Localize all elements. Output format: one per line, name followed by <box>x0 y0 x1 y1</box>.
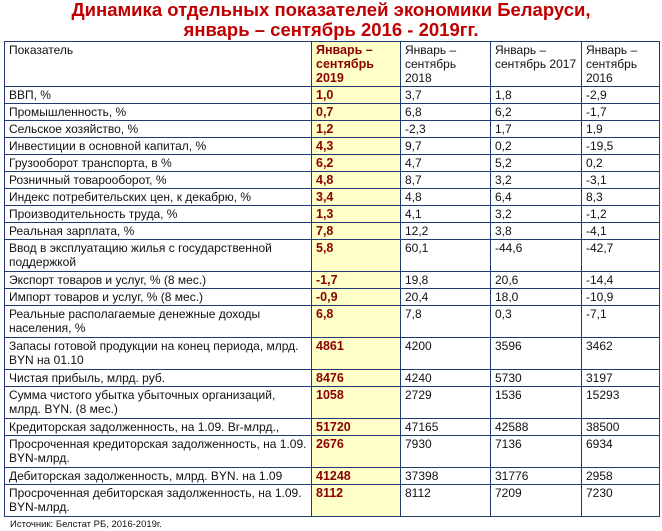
value-2018: -2,3 <box>401 121 491 138</box>
value-2018: 4,1 <box>401 206 491 223</box>
value-2017: 42588 <box>491 419 582 436</box>
row-label: Просроченная дебиторская задолженность, на 1.09. BYN-млрд. <box>5 485 312 517</box>
value-2018: 6,8 <box>401 104 491 121</box>
row-label: Промышленность, % <box>5 104 312 121</box>
value-2016: -19,5 <box>582 138 660 155</box>
value-2019: 6,8 <box>312 306 401 338</box>
value-2016: 3462 <box>582 338 660 370</box>
table-row <box>5 240 660 272</box>
value-2019: 5,8 <box>312 240 401 272</box>
value-2016: 2958 <box>582 468 660 485</box>
value-2018: 4240 <box>401 370 491 387</box>
header-2016: Январь – сентябрь 2016 <box>582 42 660 87</box>
table-row <box>5 138 660 155</box>
value-2019: 1,0 <box>312 87 401 104</box>
value-2016: 6934 <box>582 436 660 468</box>
value-2018: 37398 <box>401 468 491 485</box>
row-label: Реальные располагаемые денежные доходы населения, % <box>5 306 312 338</box>
value-2018: 20,4 <box>401 289 491 306</box>
value-2018: 3,7 <box>401 87 491 104</box>
value-2018: 4,7 <box>401 155 491 172</box>
value-2017: 7209 <box>491 485 582 517</box>
value-2017: 5730 <box>491 370 582 387</box>
value-2018: 12,2 <box>401 223 491 240</box>
header-2019: Январь – сентябрь 2019 <box>312 42 401 87</box>
table-header-row <box>5 42 660 87</box>
value-2016: 15293 <box>582 387 660 419</box>
title-line-1: Динамика отдельных показателей экономики Беларуси, <box>71 0 591 20</box>
value-2016: 7230 <box>582 485 660 517</box>
row-label: Сельское хозяйство, % <box>5 121 312 138</box>
value-2017: 3596 <box>491 338 582 370</box>
value-2018: 19,8 <box>401 272 491 289</box>
row-label: Розничный товарооборот, % <box>5 172 312 189</box>
table-row <box>5 206 660 223</box>
table-row <box>5 419 660 436</box>
table-row <box>5 306 660 338</box>
value-2018: 4200 <box>401 338 491 370</box>
row-label: Дебиторская задолженность, млрд. BYN. на 1.09 <box>5 468 312 485</box>
value-2017: 0,2 <box>491 138 582 155</box>
value-2019: 1,3 <box>312 206 401 223</box>
title-line-2: январь – сентябрь 2016 - 2019гг. <box>183 19 479 40</box>
value-2016: 8,3 <box>582 189 660 206</box>
row-label: Инвестиции в основной капитал, % <box>5 138 312 155</box>
value-2019: 4861 <box>312 338 401 370</box>
row-label: Грузооборот транспорта, в % <box>5 155 312 172</box>
value-2018: 47165 <box>401 419 491 436</box>
row-label: Импорт товаров и услуг, % (8 мес.) <box>5 289 312 306</box>
value-2016: -42,7 <box>582 240 660 272</box>
value-2018: 4,8 <box>401 189 491 206</box>
value-2019: 0,7 <box>312 104 401 121</box>
row-label: Сумма чистого убытка убыточных организаций, млрд. BYN. (8 мес.) <box>5 387 312 419</box>
table-row <box>5 272 660 289</box>
value-2016: -4,1 <box>582 223 660 240</box>
row-label: Экспорт товаров и услуг, % (8 мес.) <box>5 272 312 289</box>
row-label: Чистая прибыль, млрд. руб. <box>5 370 312 387</box>
value-2016: -14,4 <box>582 272 660 289</box>
value-2018: 8,7 <box>401 172 491 189</box>
table-row <box>5 87 660 104</box>
value-2019: -1,7 <box>312 272 401 289</box>
value-2016: -3,1 <box>582 172 660 189</box>
value-2016: -2,9 <box>582 87 660 104</box>
value-2016: -10,9 <box>582 289 660 306</box>
header-indicator: Показатель <box>5 42 312 87</box>
value-2016: 1,9 <box>582 121 660 138</box>
value-2019: -0,9 <box>312 289 401 306</box>
table-row <box>5 172 660 189</box>
value-2019: 7,8 <box>312 223 401 240</box>
value-2016: 0,2 <box>582 155 660 172</box>
row-label: Производительность труда, % <box>5 206 312 223</box>
row-label: Реальная зарплата, % <box>5 223 312 240</box>
value-2018: 7,8 <box>401 306 491 338</box>
value-2019: 2676 <box>312 436 401 468</box>
value-2017: 0,3 <box>491 306 582 338</box>
value-2016: 3197 <box>582 370 660 387</box>
header-2018: Январь – сентябрь 2018 <box>401 42 491 87</box>
source-note: Источник: Белстат РБ, 2016-2019г. <box>10 519 162 530</box>
table-row <box>5 189 660 206</box>
value-2018: 2729 <box>401 387 491 419</box>
value-2016: -7,1 <box>582 306 660 338</box>
value-2017: 3,8 <box>491 223 582 240</box>
value-2018: 8112 <box>401 485 491 517</box>
value-2019: 41248 <box>312 468 401 485</box>
row-label: Индекс потребительских цен, к декабрю, % <box>5 189 312 206</box>
value-2017: 1536 <box>491 387 582 419</box>
row-label: Кредиторская задолженность, на 1.09. Br-млрд., <box>5 419 312 436</box>
table-row <box>5 468 660 485</box>
row-label: Ввод в эксплуатацию жилья с государственной поддержкой <box>5 240 312 272</box>
value-2019: 4,3 <box>312 138 401 155</box>
value-2016: 38500 <box>582 419 660 436</box>
table-row <box>5 121 660 138</box>
table-row <box>5 436 660 468</box>
table-row <box>5 485 660 517</box>
value-2018: 7930 <box>401 436 491 468</box>
value-2017: -44,6 <box>491 240 582 272</box>
header-2017: Январь – сентябрь 2017 <box>491 42 582 87</box>
value-2018: 60,1 <box>401 240 491 272</box>
value-2019: 4,8 <box>312 172 401 189</box>
table-row <box>5 223 660 240</box>
value-2018: 9,7 <box>401 138 491 155</box>
table-row <box>5 338 660 370</box>
row-label: Запасы готовой продукции на конец периода, млрд. BYN на 01.10 <box>5 338 312 370</box>
value-2017: 3,2 <box>491 206 582 223</box>
page-title <box>0 0 662 40</box>
value-2016: -1,7 <box>582 104 660 121</box>
value-2019: 8476 <box>312 370 401 387</box>
table-row <box>5 370 660 387</box>
value-2017: 3,2 <box>491 172 582 189</box>
value-2017: 7136 <box>491 436 582 468</box>
indicators-table <box>4 41 660 517</box>
table-row <box>5 104 660 121</box>
value-2019: 1,2 <box>312 121 401 138</box>
value-2019: 51720 <box>312 419 401 436</box>
value-2017: 1,7 <box>491 121 582 138</box>
row-label: Просроченная кредиторская задолженность, на 1.09. BYN-млрд. <box>5 436 312 468</box>
value-2016: -1,2 <box>582 206 660 223</box>
value-2017: 31776 <box>491 468 582 485</box>
value-2019: 8112 <box>312 485 401 517</box>
table-row <box>5 387 660 419</box>
table-row <box>5 289 660 306</box>
value-2019: 6,2 <box>312 155 401 172</box>
value-2017: 18,0 <box>491 289 582 306</box>
value-2019: 1058 <box>312 387 401 419</box>
value-2017: 5,2 <box>491 155 582 172</box>
table-row <box>5 155 660 172</box>
value-2017: 6,4 <box>491 189 582 206</box>
value-2017: 20,6 <box>491 272 582 289</box>
value-2017: 1,8 <box>491 87 582 104</box>
value-2017: 6,2 <box>491 104 582 121</box>
value-2019: 3,4 <box>312 189 401 206</box>
row-label: ВВП, % <box>5 87 312 104</box>
